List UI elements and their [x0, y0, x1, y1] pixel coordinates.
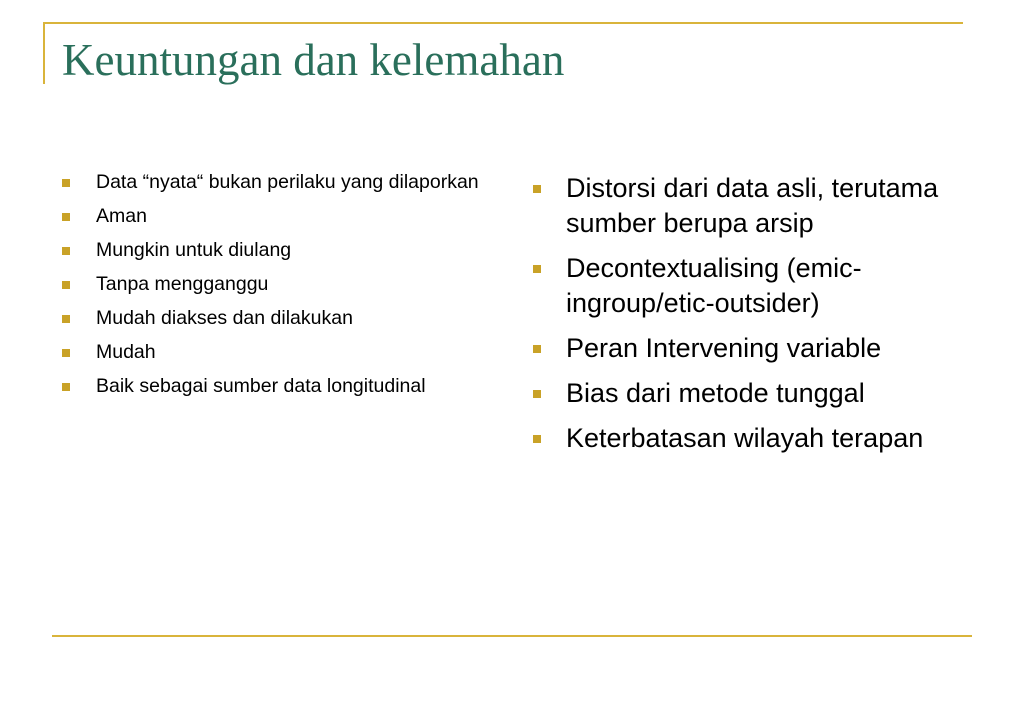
square-bullet-icon — [533, 435, 541, 443]
square-bullet-icon — [533, 390, 541, 398]
advantage-text: Baik sebagai sumber data longitudinal — [96, 375, 426, 397]
list-item — [533, 376, 953, 411]
disadvantage-text: Bias dari metode tunggal — [566, 378, 865, 408]
left-accent-line — [43, 22, 45, 84]
list-item — [62, 340, 502, 364]
advantage-text: Mudah — [96, 341, 156, 363]
square-bullet-icon — [533, 185, 541, 193]
square-bullet-icon — [62, 247, 70, 255]
square-bullet-icon — [62, 179, 70, 187]
disadvantage-text: Decontextualising (emic-ingroup/etic-outsider) — [566, 253, 862, 318]
disadvantage-text: Peran Intervening variable — [566, 333, 882, 363]
square-bullet-icon — [62, 213, 70, 221]
bottom-accent-line — [52, 635, 972, 637]
disadvantage-text: Distorsi dari data asli, terutama sumber berupa arsip — [566, 173, 939, 238]
list-item — [533, 331, 953, 366]
list-item — [62, 238, 502, 262]
list-item — [62, 170, 502, 194]
square-bullet-icon — [533, 265, 541, 273]
list-item — [533, 251, 953, 321]
list-item — [62, 204, 502, 228]
list-item — [533, 421, 953, 456]
advantage-text: Aman — [96, 205, 147, 227]
advantages-list — [62, 170, 502, 408]
disadvantage-text: Keterbatasan wilayah terapan — [566, 423, 924, 453]
advantage-text: Data “nyata“ bukan perilaku yang dilaporkan — [96, 171, 479, 193]
square-bullet-icon — [62, 383, 70, 391]
slide-title: Keuntungan dan kelemahan — [62, 35, 565, 85]
advantage-text: Mudah diakses dan dilakukan — [96, 307, 353, 329]
list-item — [533, 171, 953, 241]
top-accent-line — [43, 22, 963, 24]
advantage-text: Mungkin untuk diulang — [96, 239, 292, 261]
square-bullet-icon — [62, 349, 70, 357]
disadvantages-list — [533, 171, 953, 466]
square-bullet-icon — [62, 315, 70, 323]
advantage-text: Tanpa mengganggu — [96, 273, 269, 295]
square-bullet-icon — [533, 345, 541, 353]
list-item — [62, 306, 502, 330]
list-item — [62, 374, 502, 398]
square-bullet-icon — [62, 281, 70, 289]
list-item — [62, 272, 502, 296]
